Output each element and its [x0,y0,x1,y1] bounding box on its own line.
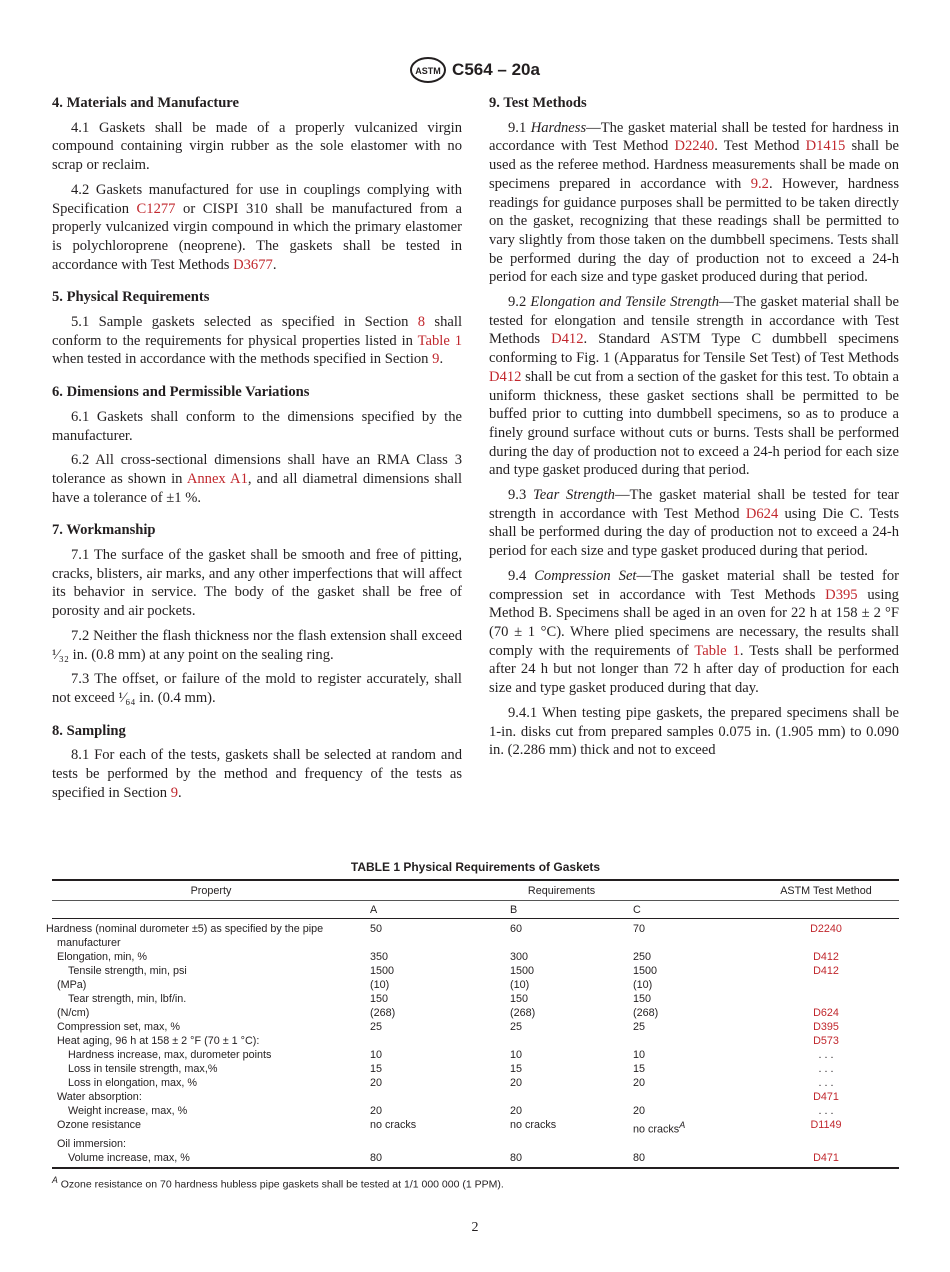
text-run: 9.1 [508,119,531,136]
text-run: 7.2 Neither the flash thickness nor the flash extension shall exceed ¹⁄₃₂ in. (0.8 mm) at any point on the sealing ring. [52,627,462,663]
cell-value: 1500 [510,965,535,977]
cell-property: (N/cm) [57,1007,90,1019]
cell-a [370,950,510,964]
table-row [52,1090,899,1104]
text-run: . [439,351,444,368]
section-heading: 5. Physical Requirements [52,289,210,306]
text-run: 6.1 Gaskets shall conform to the dimensions specified by the manufacturer. [52,408,462,444]
cell-method[interactable]: D412 [813,951,839,963]
cell-b [510,964,633,978]
cell-method[interactable]: D412 [813,965,839,977]
table-row [52,1006,899,1020]
cross-reference-link[interactable]: D395 [825,586,858,603]
cell-value: (10) [370,979,390,991]
header-b: B [510,901,633,919]
text-run: . Test Method [714,138,806,155]
text-run: —The gasket material shall be tested for tear strength in accordance with Test Method [489,487,899,522]
text-run: 9.4 [508,567,535,584]
cell-c [633,1034,753,1048]
table-row [52,1118,899,1137]
cell-b [510,1062,633,1076]
cell-property: Loss in tensile strength, max,% [68,1063,218,1075]
header-requirements: Requirements [370,880,753,901]
text-run: —The gasket material shall be tested for hardness in accordance with Test Method [489,119,900,155]
footnote-mark: A [52,1174,58,1185]
cross-reference-link[interactable]: C1277 [136,200,176,217]
cell-value: 15 [510,1063,523,1075]
subsection-title: Elongation and Tensile Strength [530,294,719,311]
paragraph [52,451,462,507]
cell-method: . . . [818,1049,834,1061]
text-run: 7.3 The offset, or failure of the mold to register accurately, shall not exceed ¹⁄₆₄ in. (0.4 mm). [52,671,462,706]
cell-method[interactable]: D395 [813,1021,839,1033]
table-row [52,1137,899,1151]
cell-value: (268) [510,1007,536,1019]
cell-method[interactable]: D471 [813,1151,839,1164]
text-run: shall conform to the requirements for physical properties listed in [52,314,462,349]
cell-value: no cracks [370,1119,417,1131]
cell-c [633,978,753,992]
table-title: TABLE 1 Physical Requirements of Gaskets [350,860,601,874]
paragraph [52,408,462,445]
text-run: . Standard ASTM Type C dumbbell specimens conforming to Fig. 1 (Apparatus for Tensile Set Test) of Test Methods [489,331,899,367]
cell-value: 80 [510,1151,523,1164]
table-row [52,1020,899,1034]
cell-value: (10) [633,979,653,991]
table-row [52,1076,899,1090]
cell-value: 70 [633,923,646,935]
cell-value: 50 [370,923,383,935]
cell-b [510,1048,633,1062]
text-run: 9.2 [508,294,531,311]
cell-value: (10) [510,979,530,991]
cell-b [510,978,633,992]
cell-c [633,1151,753,1168]
table-row [52,1034,899,1048]
cell-c [633,1076,753,1090]
footnote-ref: A [679,1120,686,1130]
cell-method[interactable]: D2240 [810,923,842,935]
section-heading: 9. Test Methods [489,95,587,111]
paragraph [52,546,462,621]
text-run: 4.2 Gaskets manufactured for use in couplings complying with Specification [52,181,462,217]
table-1 [46,860,899,1191]
table-row [52,1048,899,1062]
text-run: shall be used as the referee method. Hardness measurements shall be made on specimens prepared in accordance with [489,138,899,192]
header-method: ASTM Test Method [753,880,899,901]
standard-designation: C564 – 20a [452,60,540,79]
cell-value: 20 [510,1105,523,1117]
table-row [52,1151,899,1168]
cell-property: Tensile strength, min, psi [68,965,187,977]
cell-property: Hardness (nominal durometer ±5) as specified by the pipe manufacturer [46,923,324,949]
cell-c [633,1062,753,1076]
cell-b [510,919,633,951]
cell-c [633,992,753,1006]
cell-a [370,1062,510,1076]
cell-property: Loss in elongation, max, % [68,1077,198,1089]
text-run: when tested in accordance with the methods specified in Section [52,351,433,368]
cell-value: 20 [370,1077,383,1089]
cross-reference-link[interactable]: 9 [170,784,179,801]
text-run: 5.1 Sample gaskets selected as specified in Section [71,314,418,331]
text-run: or CISPI 310 shall be manufactured from a properly vulcanized virgin compound in which the primary elastomer is polychloroprene (neoprene). The gaskets shall be tested in accordance with Test Methods [52,200,462,273]
footnote-text: Ozone resistance on 70 hardness hubless pipe gaskets shall be tested at 1/1 000 000 (1 PPM). [57,1178,504,1191]
cell-value: 150 [370,993,389,1005]
cell-value: 25 [370,1021,383,1033]
cell-method: . . . [818,1105,834,1117]
cross-reference-link[interactable]: Annex A1 [186,470,248,487]
table-footnote [52,1173,899,1192]
paragraph [489,486,899,561]
cell-method[interactable]: D573 [813,1035,839,1047]
cell-c [633,1090,753,1104]
text-run: using Method B. Specimens shall be aged in an oven for 22 h at 158 ± 2 °F (70 ± 1 °C). Where plied specimens are necessary, the results shall comply with the requirements of [489,586,899,659]
cell-value: 80 [633,1151,646,1164]
cell-c [633,1048,753,1062]
svg-text:ASTM: ASTM [415,66,441,76]
cross-reference-link[interactable]: Table 1 [694,642,740,659]
header-c: C [633,901,753,919]
text-run: . [178,784,182,801]
cell-value: 80 [370,1151,383,1164]
left-column [52,94,462,809]
paragraph [489,704,899,760]
cell-b [510,1034,633,1048]
cell-a [370,992,510,1006]
paragraph [52,181,462,275]
cell-c [633,1118,753,1137]
text-run: —The gasket material shall be tested for compression set in accordance with Test Methods [489,567,899,603]
paragraph [489,293,899,480]
text-run: . [272,256,277,273]
subsection-title: Tear Strength [533,487,615,504]
text-run: . However, hardness readings for guidance purposes shall be permitted to be taken directly on the gasket, recognizing that these readings shall be permitted to vary slightly from those taken on the dumbbell specimens. Tests shall be performed during the day of production not to exceed a 24-h period for each size and type gasket produced during that period. [489,175,899,286]
cell-b [510,1151,633,1168]
cell-value: 15 [633,1063,646,1075]
header-a: A [370,901,510,919]
cross-reference-link[interactable]: D624 [745,505,779,522]
cell-c [633,919,753,951]
cell-value: no cracks [633,1123,680,1136]
table-row [52,1062,899,1076]
cell-value: (268) [633,1007,659,1019]
cell-value: no cracks [510,1119,557,1131]
subsection-title: Compression Set [534,567,637,584]
paragraph [52,313,462,369]
cross-reference-link[interactable]: D2240 [674,138,715,155]
right-column [489,94,899,766]
cross-reference-link[interactable]: D1415 [805,138,846,155]
cross-reference-link[interactable]: 9.2 [750,175,769,192]
cell-b [510,1118,633,1137]
text-run: 7.1 The surface of the gasket shall be smooth and free of pitting, cracks, blisters, air marks, and any other imperfections that will affect its behavior in service. The body of the gasket shall be free of porosity and air pockets. [52,547,462,620]
cell-value: 150 [633,993,652,1005]
cell-value: 1500 [370,965,395,977]
cell-value: 150 [510,993,529,1005]
cell-b [510,950,633,964]
cell-method[interactable]: D471 [813,1091,839,1103]
cell-value: 10 [633,1049,646,1061]
section-heading: 4. Materials and Manufacture [52,95,239,111]
cell-value: 250 [633,951,652,963]
paragraph [52,746,462,802]
text-run: 8.1 For each of the tests, gaskets shall be selected at random and tests be performed by the method and frequency of the tests as specified in Section [52,747,462,801]
cell-a [370,1006,510,1020]
section-heading: 7. Workmanship [52,522,156,539]
cross-reference-link[interactable]: 8 [417,314,426,331]
cell-b [510,1137,633,1151]
cell-value: 20 [370,1105,383,1117]
cell-method: . . . [818,1077,834,1089]
text-run: , and all diametral dimensions shall have a tolerance of ±1 %. [52,470,462,506]
cell-c [633,1006,753,1020]
cross-reference-link[interactable]: D3677 [233,256,273,273]
cell-property: Heat aging, 96 h at 158 ± 2 °F (70 ± 1 °C): [57,1035,260,1047]
header-property: Property [52,880,370,901]
cell-a [370,1151,510,1168]
cell-b [510,1090,633,1104]
cell-method [753,978,899,992]
section-heading: 8. Sampling [52,722,126,739]
subsection-title: Hardness [530,119,587,136]
cell-property: Tear strength, min, lbf/in. [68,993,187,1005]
cell-c [633,1137,753,1151]
cell-method[interactable]: D1149 [810,1119,842,1131]
paragraph [489,567,899,698]
cell-a [370,1090,510,1104]
cell-value: 20 [510,1077,523,1089]
cross-reference-link[interactable]: Table 1 [417,332,462,349]
text-run: shall be cut from a section of the gasket for this test. To obtain a uniform thickness, these gasket sections shall be permitted to be buffed prior to cutting into dumbbell specimens, so as to produce a finely ground surface without cuts or burns. Tests shall be performed during the day of production not to exceed a 24-h period for each size and type gasket produced during that period. [489,368,899,479]
cell-b [510,1006,633,1020]
table-row [52,1104,899,1118]
cell-value: 1500 [633,965,658,977]
text-run: 4.1 Gaskets shall be made of a properly vulcanized virgin compound containing virgin rubber as the sole elastomer with no scrap or reclaim. [52,119,462,174]
cell-c [633,1020,753,1034]
cell-value: 25 [633,1021,646,1033]
page-number: 2 [471,1220,479,1235]
cell-c [633,964,753,978]
page-header [0,57,950,83]
paragraph [489,119,899,287]
table-row [52,992,899,1006]
cell-value: 25 [510,1021,523,1033]
cell-value: (268) [370,1007,396,1019]
cell-property: Volume increase, max, % [68,1151,190,1164]
cell-method [753,1137,899,1151]
cell-property: Elongation, min, % [57,951,148,963]
cell-a [370,1034,510,1048]
cell-value: 60 [510,923,523,935]
paragraph [52,627,462,664]
cell-b [510,1020,633,1034]
cell-b [510,1076,633,1090]
cell-a [370,1118,510,1137]
cell-value: 350 [370,951,389,963]
cell-value: 10 [510,1049,523,1061]
text-run: using Die C. Tests shall be performed during the day of production not to exceed a 24-h period for each size and type gasket produced during that period. [489,505,899,560]
text-run: . Tests shall be performed after 24 h but not longer than 72 h after day of production for each size and type gasket produced during that day. [489,642,899,697]
text-run: 9.3 [508,487,534,504]
text-run: 9.4.1 When testing pipe gaskets, the prepared specimens shall be 1-in. disks cut from prepared samples 0.075 in. (1.905 mm) to 0.090 in. (2.286 mm) thick and not to exceed [489,704,899,759]
cell-method: . . . [818,1063,834,1075]
text-run: 6.2 All cross-sectional dimensions shall have an RMA Class 3 tolerance as shown in [52,452,462,487]
paragraph [52,119,462,175]
cell-value: 300 [510,951,529,963]
cell-value: 20 [633,1105,646,1117]
cell-a [370,1076,510,1090]
cell-c [633,950,753,964]
table-row [52,964,899,978]
cell-method[interactable]: D624 [813,1007,839,1019]
cell-property: Compression set, max, % [57,1021,181,1033]
section-heading: 6. Dimensions and Permissible Variations [52,384,310,401]
cell-method [753,992,899,1006]
cell-property: Oil immersion: [57,1137,126,1150]
cell-c [633,1104,753,1118]
table-row [52,978,899,992]
cell-value: 10 [370,1049,383,1061]
table-row [52,950,899,964]
cell-b [510,992,633,1006]
cross-reference-link[interactable]: D412 [551,331,584,348]
cell-a [370,978,510,992]
cell-a [370,1137,510,1151]
cell-a [370,1104,510,1118]
cell-a [370,964,510,978]
cell-b [510,1104,633,1118]
cell-value: 15 [370,1063,383,1075]
cell-a [370,919,510,951]
cell-a [370,1020,510,1034]
text-run: —The gasket material shall be tested for elongation and tensile strength in accordance with Test Methods [489,294,899,348]
cell-property: Water absorption: [57,1091,142,1103]
astm-logo-icon [410,57,446,83]
cross-reference-link[interactable]: 9 [432,351,440,368]
cell-property: Hardness increase, max, durometer points [68,1049,272,1061]
cell-a [370,1048,510,1062]
cell-property: Ozone resistance [57,1119,142,1131]
cell-property: Weight increase, max, % [68,1105,188,1117]
paragraph [52,670,462,707]
cross-reference-link[interactable]: D412 [489,368,522,385]
cell-value: 20 [633,1077,646,1089]
table-row [52,919,899,951]
cell-property: (MPa) [57,979,87,991]
